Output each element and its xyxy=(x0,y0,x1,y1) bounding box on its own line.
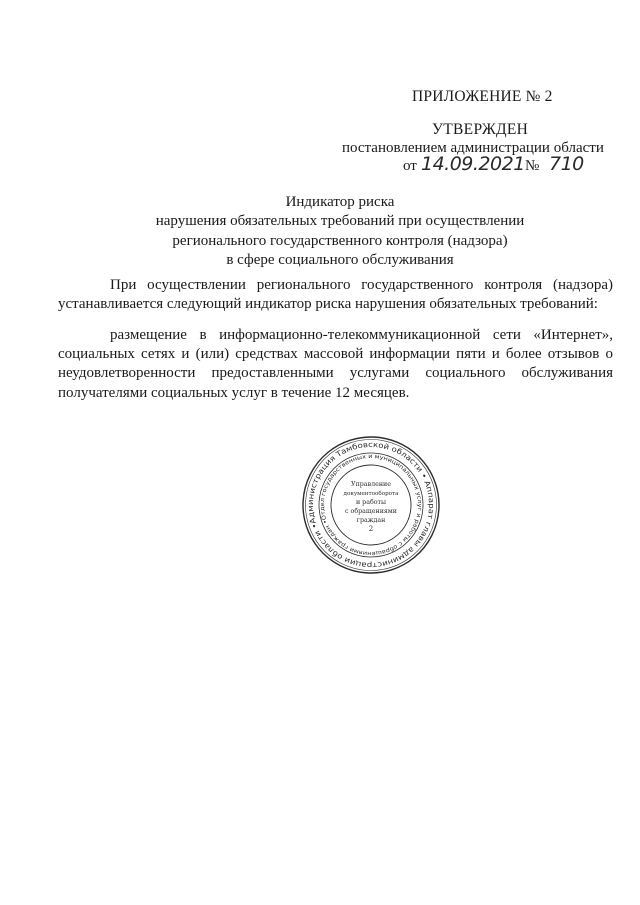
stamp-center-line-2: документооборота xyxy=(343,491,399,497)
body-paragraph-1: При осуществлении регионального государственного контроля (надзора) устанавливается следующий индикатор риска нарушения обязательных требований: xyxy=(58,277,613,313)
handwritten-date: 14.09.2021 xyxy=(421,153,525,175)
stamp-center-line-1: Управление xyxy=(351,481,391,488)
stamp-outer-text: Администрация Тамбовской области • Аппарат главы администрации области • xyxy=(305,439,437,571)
stamp-center-line-3: и работы xyxy=(355,499,387,506)
approved-by: постановлением администрации области xyxy=(342,140,604,156)
title-line-2: нарушения обязательных требований при осуществлении xyxy=(155,213,525,230)
handwritten-number: 710 xyxy=(549,153,584,175)
stamp-center-line-4: с обращениями xyxy=(345,508,397,515)
title-line-4: в сфере социального обслуживания xyxy=(226,251,454,268)
annex-label: ПРИЛОЖЕНИЕ № 2 xyxy=(412,88,553,105)
approved-title: УТВЕРЖДЕН xyxy=(432,121,529,138)
stamp-seal xyxy=(300,434,442,576)
title-line-3: регионального государственного контроля (надзора) xyxy=(172,232,508,249)
stamp-center-line-5: граждан xyxy=(356,517,386,524)
date-number-line xyxy=(403,153,613,180)
document-title xyxy=(40,193,640,270)
stamp-center-number: 2 xyxy=(368,525,374,533)
number-label: № xyxy=(525,158,540,174)
title-line-1: Индикатор риска xyxy=(285,194,395,210)
official-stamp xyxy=(300,434,442,576)
date-label: от xyxy=(403,158,417,174)
body-paragraph-2: размещение в информационно-телекоммуникационной сети «Интернет», социальных сетях и (или) средствах массовой информации пяти и более отзывов о неудовлетворенности предоставленными услугами социального обслуживания получателями социальных услуг в течение 12 месяцев. xyxy=(58,327,613,401)
stamp-middle-text: Отдел государственных и муниципальных услуг и работы с обращениями граждан • xyxy=(319,453,423,557)
